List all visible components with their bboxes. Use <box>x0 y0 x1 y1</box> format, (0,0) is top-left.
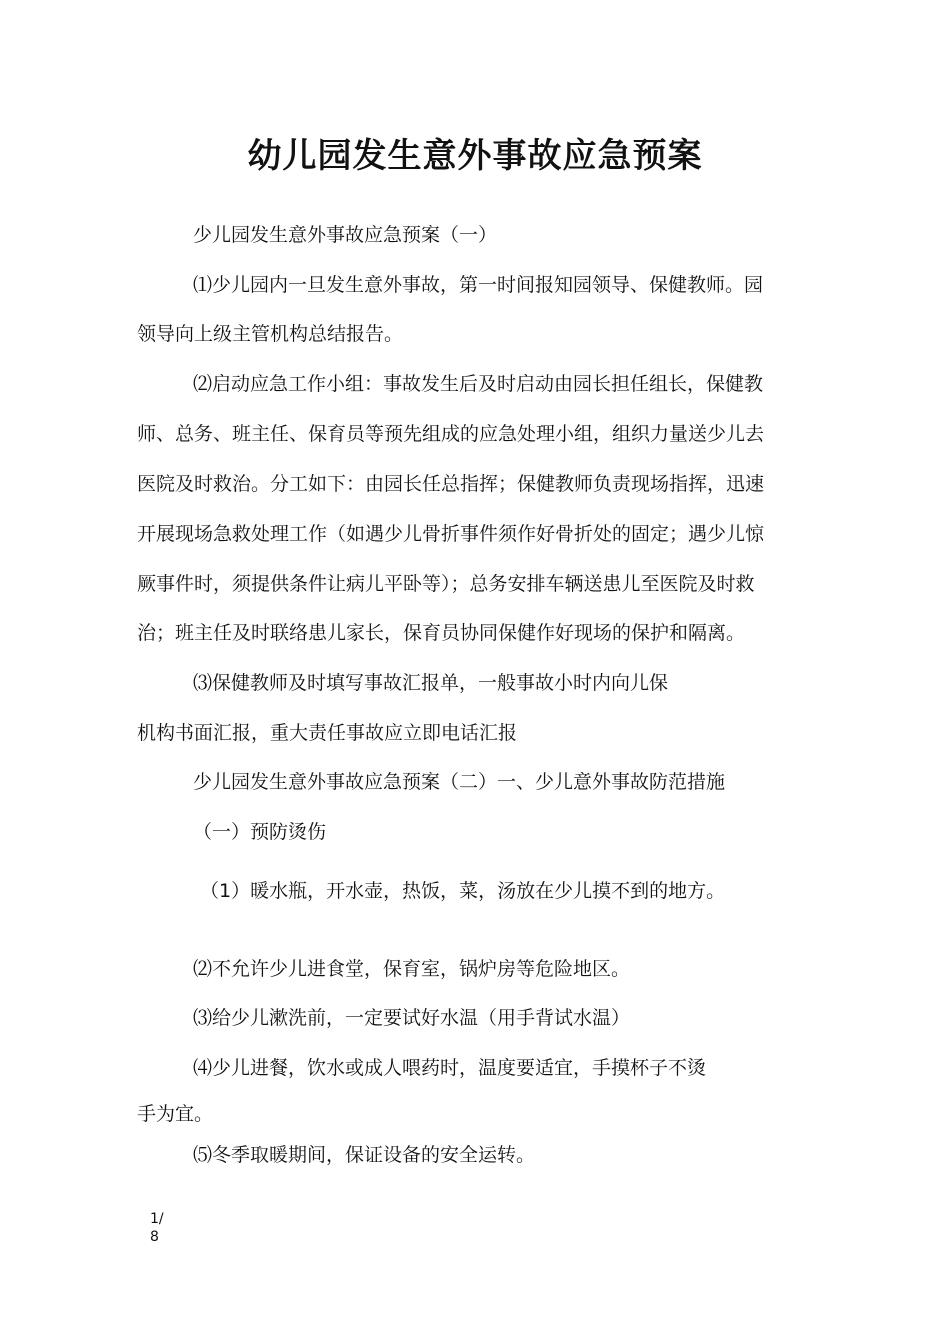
section-heading-1: 少儿园发生意外事故应急预案（一） <box>193 224 498 246</box>
paragraph-1-line-1: ⑴少儿园内一旦发生意外事故，第一时间报知园领导、保健教师。园 <box>193 274 764 296</box>
list-item-4-line-1: ⑷少儿进餐，饮水或成人喂药时，温度要适宜，手摸杯子不烫 <box>193 1057 707 1079</box>
paragraph-2-line-1: ⑵启动应急工作小组：事故发生后及时启动由园长担任组长，保健教 <box>193 373 764 395</box>
paragraph-3-line-2: 机构书面汇报，重大责任事故应立即电话汇报 <box>137 722 518 744</box>
paragraph-2-line-3: 医院及时救治。分工如下：由园长任总指挥；保健教师负责现场指挥，迅速 <box>137 473 765 495</box>
list-item-3: ⑶给少儿漱洗前，一定要试好水温（用手背试水温） <box>193 1007 631 1029</box>
paragraph-3-line-1: ⑶保健教师及时填写事故汇报单，一般事故小时内向儿保 <box>193 672 669 694</box>
list-item-2: ⑵不允许少儿进食堂，保育室，锅炉房等危险地区。 <box>193 958 631 980</box>
page-number-current: 1/ <box>150 1211 164 1227</box>
list-item-5: ⑸冬季取暖期间，保证设备的安全运转。 <box>193 1144 536 1166</box>
sub-heading: （一）预防烫伤 <box>193 821 327 843</box>
document-title: 幼儿园发生意外事故应急预案 <box>247 136 703 176</box>
paragraph-2-line-6: 治；班主任及时联络患儿家长，保育员协同保健作好现场的保护和隔离。 <box>137 622 746 644</box>
list-item-1: （1）暖水瓶，开水壶，热饭，菜，汤放在少儿摸不到的地方。 <box>200 880 726 902</box>
page-number-total: 8 <box>150 1229 159 1245</box>
list-item-4-line-2: 手为宜。 <box>137 1103 214 1125</box>
paragraph-2-line-2: 师、总务、班主任、保育员等预先组成的应急处理小组，组织力量送少儿去 <box>137 423 765 445</box>
paragraph-1-line-2: 领导向上级主管机构总结报告。 <box>137 323 404 345</box>
section-heading-2: 少儿园发生意外事故应急预案（二）一、少儿意外事故防范措施 <box>193 771 726 793</box>
paragraph-2-line-4: 开展现场急救处理工作（如遇少儿骨折事件须作好骨折处的固定；遇少儿惊 <box>137 523 765 545</box>
paragraph-2-line-5: 厥事件时，须提供条件让病儿平卧等）；总务安排车辆送患儿至医院及时救 <box>137 573 755 595</box>
